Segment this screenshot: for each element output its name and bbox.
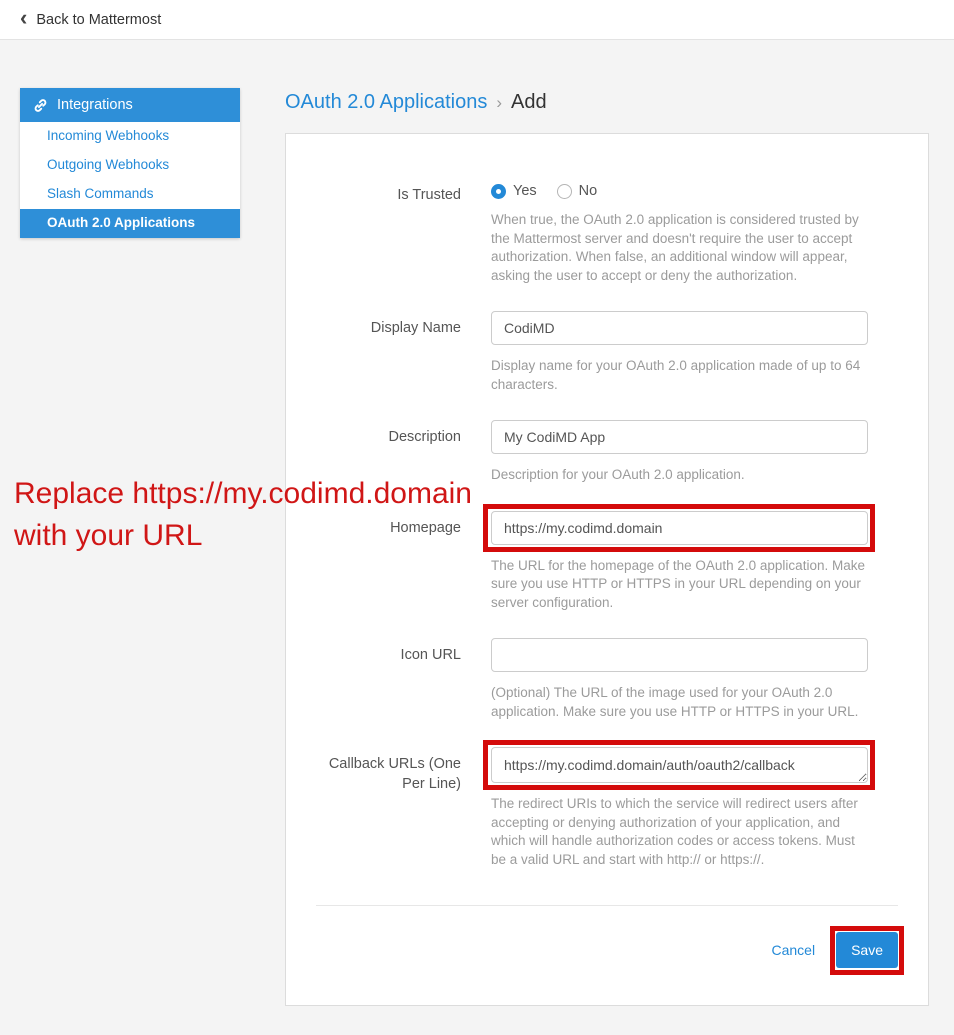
form-row-description [316,420,898,485]
form-footer [316,932,898,968]
display-name-help: Display name for your OAuth 2.0 application made of up to 64 characters. [491,358,861,392]
main-content [285,88,929,1006]
is-trusted-no-radio[interactable] [557,183,598,199]
back-to-mattermost-link[interactable] [20,4,162,30]
homepage-input[interactable] [491,511,868,545]
radio-selected-icon [491,184,506,199]
display-name-label: Display Name [370,320,461,336]
cancel-button[interactable]: Cancel [771,942,816,958]
is-trusted-no-label: No [578,183,598,199]
homepage-help: The URL for the homepage of the OAuth 2.0 application. Make sure you use HTTP or HTTPS in your URL depending on your server configuration. [491,557,865,610]
sidebar-item-incoming-webhooks[interactable]: Incoming Webhooks [47,128,170,143]
breadcrumb [285,91,929,114]
breadcrumb-current: Add [511,91,547,113]
admin-sidebar [20,88,240,238]
form-row-display-name [316,311,898,394]
description-input[interactable] [491,420,868,454]
annotation-line-1: Replace https://my.codimd.domain [14,477,472,510]
callback-urls-help: The redirect URIs to which the service will redirect users after accepting or denying authorization of your application, and which will handle authorization codes or access tokens. Must be a valid URL and start with http:// or https://. [491,796,858,867]
description-label: Description [388,429,461,445]
sidebar-section-label: Integrations [57,97,133,113]
back-to-mattermost-label: Back to Mattermost [36,11,162,28]
footer-divider [316,905,898,906]
link-icon [33,98,48,113]
save-button[interactable]: Save [836,932,898,968]
sidebar-item-oauth-applications[interactable]: OAuth 2.0 Applications [20,209,240,238]
form-row-icon-url [316,638,898,721]
callback-urls-textarea[interactable] [491,747,868,783]
homepage-label: Homepage [390,519,461,536]
chevron-left-icon: ‹ [20,4,28,30]
sidebar-item-outgoing-webhooks[interactable]: Outgoing Webhooks [47,157,170,172]
annotation-line-2: with your URL [14,519,203,552]
form-row-is-trusted [316,178,898,285]
is-trusted-radio-group [491,178,868,199]
breadcrumb-separator: › [496,93,503,112]
top-bar [0,0,954,40]
icon-url-label: Icon URL [400,647,461,663]
breadcrumb-oauth-applications-link[interactable]: OAuth 2.0 Applications [285,91,488,113]
icon-url-help: (Optional) The URL of the image used for your OAuth 2.0 application. Make sure you use HTTP or HTTPS in your URL. [491,685,859,719]
is-trusted-help: When true, the OAuth 2.0 application is considered trusted by the Mattermost server and doesn't require the user to accept authorization. When false, an additional window will appear, asking the user to accept or deny the authorization. [491,212,859,283]
icon-url-input[interactable] [491,638,868,672]
form-row-homepage [316,511,898,613]
sidebar-item-slash-commands[interactable]: Slash Commands [47,186,154,201]
is-trusted-yes-label: Yes [513,183,537,199]
description-help: Description for your OAuth 2.0 application. [491,467,745,482]
sidebar-section-integrations[interactable] [20,88,240,122]
callback-urls-label: Callback URLs (One Per Line) [328,756,461,792]
radio-unselected-icon [557,184,572,199]
form-row-callback-urls [316,747,898,869]
oauth-add-form-panel [285,133,929,1006]
is-trusted-yes-radio[interactable] [491,183,537,199]
display-name-input[interactable] [491,311,868,345]
is-trusted-label: Is Trusted [397,187,461,203]
